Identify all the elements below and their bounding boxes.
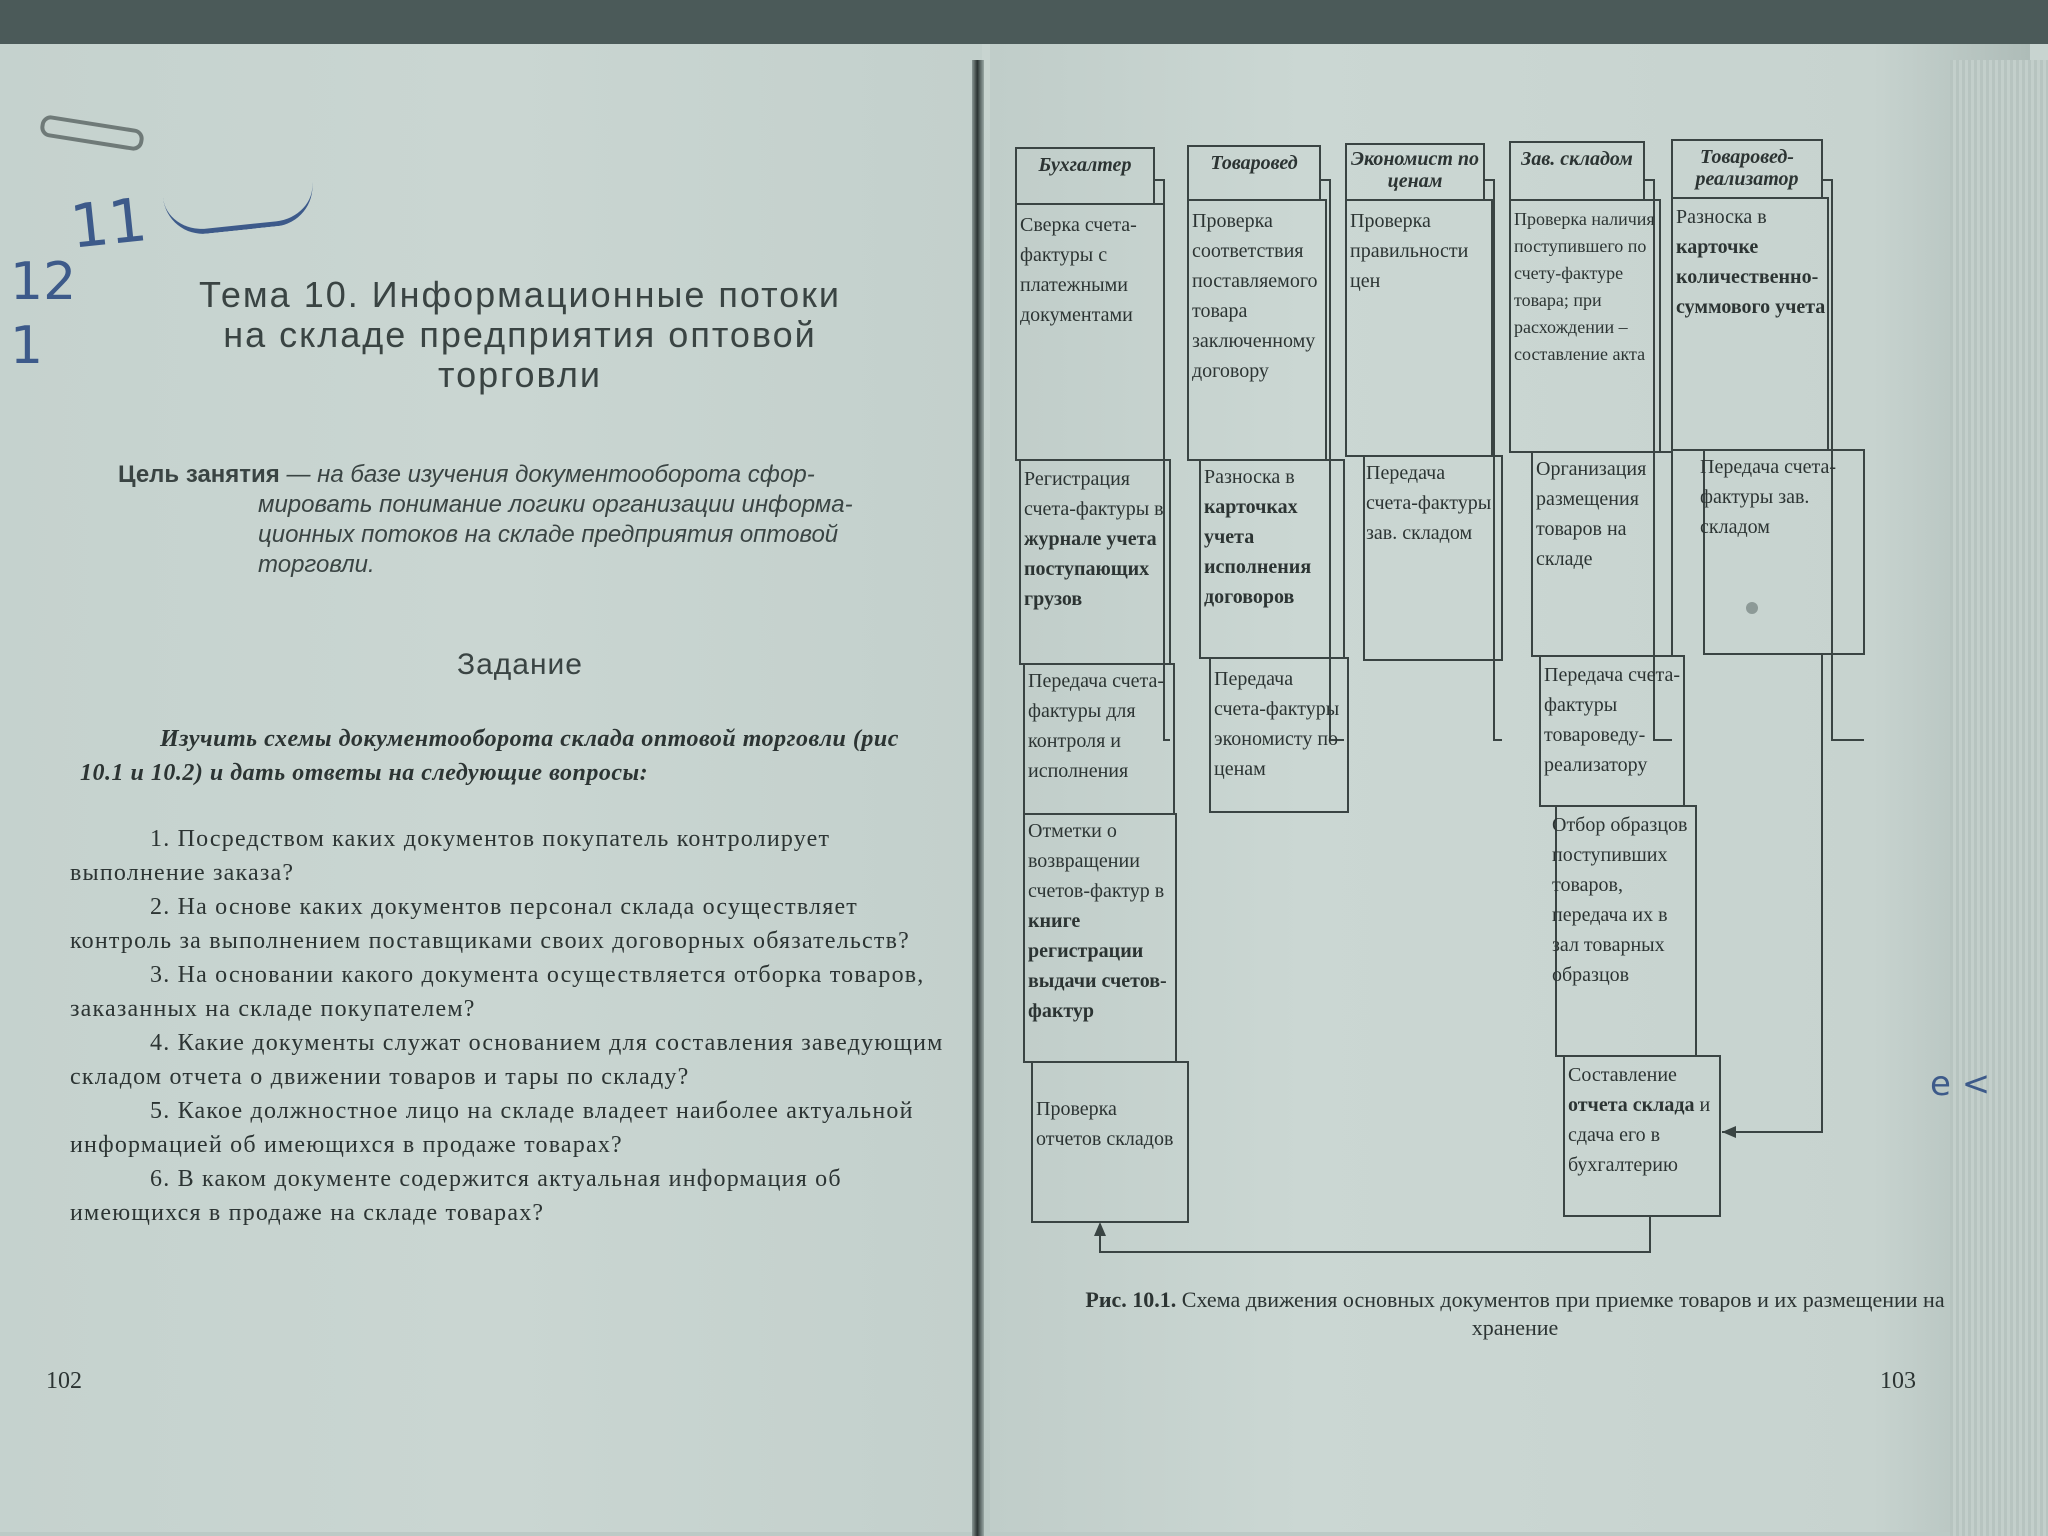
question-item: 1. Посредством каких документов покупатель контролирует выполнение заказа? (70, 826, 831, 886)
box-accountant-5: Проверка отчетов складов (1036, 1098, 1174, 1150)
page-number-right: 103 (1880, 1368, 1916, 1394)
title-line-2: на складе предприятия оптовой (223, 314, 817, 355)
goal-text-3: ционных потоков на складе предприятия оптовой (258, 521, 839, 548)
box-sales-2: Передача счета-фактуры зав. складом (1700, 456, 1837, 538)
box-warehouse-2: Организация размещения товаров на складе (1536, 458, 1647, 570)
column-header-merchandiser: Товаровед (1210, 152, 1298, 174)
title-line-3: торговли (438, 354, 602, 395)
handwritten-mark-right: e < (1930, 1064, 1991, 1104)
box-warehouse-3: Передача счета-фактуры товароведу-реализатору (1544, 664, 1681, 776)
column-header-warehouse-head: Зав. складом (1521, 148, 1633, 170)
box-merchandiser-3: Передача счета-фактуры экономисту по ценам (1214, 668, 1340, 780)
goal-text-2: мировать понимание логики организации информа- (258, 491, 853, 518)
box-accountant-4: Отметки о возвращении счетов-фактур в книге регистрации выдачи счетов-фактур (1028, 820, 1167, 1022)
box-economist-1: Проверка правильности цен (1350, 210, 1469, 292)
handwritten-scribble-side: 12 1 (10, 252, 77, 376)
handwritten-scribble-top: 11 (67, 167, 318, 262)
task-heading: Задание (456, 648, 583, 681)
question-item: 6. В каком документе содержится актуальная информация об имеющихся в продаже на складе товарах? (70, 1166, 842, 1226)
box-accountant-3: Передача счета-фактуры для контроля и исполнения (1028, 670, 1165, 782)
box-sales-1: Разноска в карточке количественно-суммового учета (1676, 206, 1826, 318)
goal-text-1: — на базе изучения документооборота сфор- (279, 461, 815, 488)
caption-text: Схема движения основных документов при приемке товаров и их размещении на хранение (1176, 1287, 1945, 1340)
page-number-left: 102 (46, 1368, 82, 1394)
box-merchandiser-1: Проверка соответствия поставляемого товара заключенному договору (1192, 210, 1318, 382)
box-warehouse-1: Проверка наличия поступившего по счету-фактуре товара; при расхождении – составление акта (1514, 209, 1655, 364)
column-header-accountant: Бухгалтер (1038, 154, 1132, 176)
task-lead: Изучить схемы документооборота склада оптовой торговли (рис 10.1 и 10.2) и дать ответы на следующие вопросы: (80, 726, 899, 786)
title-line-1: Тема 10. Информационные потоки (198, 274, 842, 315)
column-header-economist: Экономист по ценам (1350, 148, 1480, 192)
goal-text-4: торговли. (258, 551, 375, 578)
figure-caption (1085, 1286, 1945, 1342)
box-warehouse-5: Составление отчета склада и сдача его в бухгалтерию (1568, 1064, 1711, 1176)
question-item: 4. Какие документы служат основанием для составления заведующим складом отчета о движении товаров и тары по складу? (70, 1030, 944, 1090)
question-item: 5. Какое должностное лицо на складе владеет наиболее актуальной информацией об имеющихся в продаже товарах? (70, 1098, 914, 1158)
box-warehouse-4: Отбор образцов поступивших товаров, передача их в зал товарных образцов (1552, 814, 1688, 986)
column-header-sales-merchandiser: Товаровед-реализатор (1695, 146, 1799, 190)
box-economist-2: Передача счета-фактуры зав. складом (1366, 462, 1492, 544)
box-accountant-2: Регистрация счета-фактуры в журнале учета поступающих грузов (1024, 468, 1164, 610)
caption-label: Рис. 10.1. (1085, 1287, 1177, 1312)
question-item: 3. На основании какого документа осуществляется отборка товаров, заказанных на складе покупателем? (70, 962, 925, 1022)
goal-label: Цель занятия (118, 461, 280, 488)
box-merchandiser-2: Разноска в карточках учета исполнения договоров (1204, 466, 1312, 608)
box-accountant-1: Сверка счета-фактуры с платежными документами (1020, 214, 1137, 326)
question-item: 2. На основе каких документов персонал склада осуществляет контроль за выполнением поставщиками своих договорных обязательств? (70, 894, 910, 954)
